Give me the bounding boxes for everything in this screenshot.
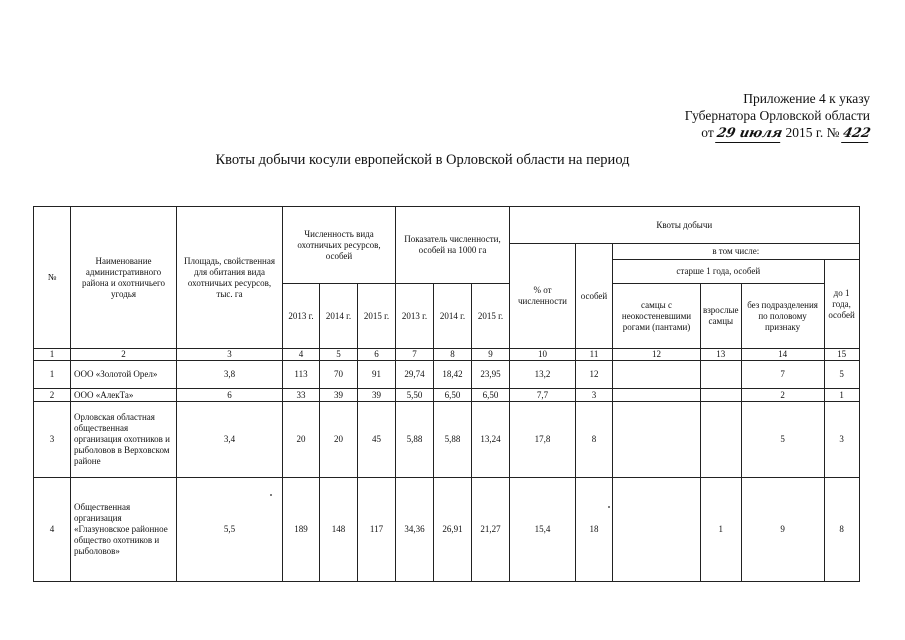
row-density-2013: 5,50 xyxy=(396,389,434,402)
row-no-sex: 2 xyxy=(741,389,824,402)
row-name: Общественная организация «Глазуновское районное общество охотников и рыболовов» xyxy=(71,478,177,582)
header-percent: % от численности xyxy=(510,244,576,349)
header-population: Численность вида охотничьих ресурсов, особей xyxy=(283,207,396,284)
header-year: 2015 г. xyxy=(358,284,396,349)
header-year: 2013 г. xyxy=(283,284,320,349)
row-area: 6 xyxy=(177,389,283,402)
row-count: 3 xyxy=(576,389,613,402)
scan-speck xyxy=(608,506,610,508)
row-density-2013: 34,36 xyxy=(396,478,434,582)
column-number: 4 xyxy=(283,349,320,361)
row-density-2013: 29,74 xyxy=(396,361,434,389)
column-number: 12 xyxy=(613,349,701,361)
row-adult-males: 1 xyxy=(701,478,742,582)
column-number-row xyxy=(34,349,860,361)
row-density-2015: 13,24 xyxy=(472,402,510,478)
column-number: 15 xyxy=(824,349,859,361)
row-males-antlers xyxy=(613,478,701,582)
appendix-line-2: Губернатора Орловской области xyxy=(684,108,870,123)
row-under-1: 5 xyxy=(824,361,859,389)
row-adult-males xyxy=(701,389,742,402)
header-area: Площадь, свойственная для обитания вида охотничьих ресурсов, тыс. га xyxy=(177,207,283,349)
header-no-sex: без подразделения по половому признаку xyxy=(741,284,824,349)
row-pop-2014: 148 xyxy=(320,478,358,582)
column-number: 10 xyxy=(510,349,576,361)
row-pop-2015: 91 xyxy=(358,361,396,389)
row-num: 2 xyxy=(34,389,71,402)
row-num: 1 xyxy=(34,361,71,389)
header-adult-males: взрослые самцы xyxy=(701,284,742,349)
row-pop-2013: 20 xyxy=(283,402,320,478)
row-no-sex: 9 xyxy=(741,478,824,582)
column-number: 13 xyxy=(701,349,742,361)
row-density-2015: 6,50 xyxy=(472,389,510,402)
row-num: 3 xyxy=(34,402,71,478)
date-year: 2015 г. № xyxy=(785,125,840,140)
row-name: ООО «Золотой Орел» xyxy=(71,361,177,389)
row-percent: 7,7 xyxy=(510,389,576,402)
column-number: 6 xyxy=(358,349,396,361)
scan-speck xyxy=(270,494,272,496)
row-pop-2013: 113 xyxy=(283,361,320,389)
header-including: в том числе: xyxy=(613,244,860,260)
header-density: Показатель численности, особей на 1000 га xyxy=(396,207,510,284)
row-num: 4 xyxy=(34,478,71,582)
row-area: 5,5 xyxy=(177,478,283,582)
row-males-antlers xyxy=(613,361,701,389)
row-percent: 15,4 xyxy=(510,478,576,582)
header-count: особей xyxy=(576,244,613,349)
column-number: 14 xyxy=(741,349,824,361)
row-area: 3,8 xyxy=(177,361,283,389)
row-density-2013: 5,88 xyxy=(396,402,434,478)
column-number: 9 xyxy=(472,349,510,361)
row-adult-males xyxy=(701,361,742,389)
row-density-2015: 23,95 xyxy=(472,361,510,389)
row-name: ООО «АлекТа» xyxy=(71,389,177,402)
header-quota: Квоты добычи xyxy=(510,207,860,244)
column-number: 1 xyxy=(34,349,71,361)
date-prefix: от xyxy=(701,125,714,140)
header-num: № xyxy=(34,207,71,349)
row-density-2014: 18,42 xyxy=(434,361,472,389)
row-count: 12 xyxy=(576,361,613,389)
header-older: старше 1 года, особей xyxy=(613,260,825,284)
row-pop-2014: 20 xyxy=(320,402,358,478)
row-pop-2015: 45 xyxy=(358,402,396,478)
row-pop-2015: 117 xyxy=(358,478,396,582)
row-under-1: 3 xyxy=(824,402,859,478)
document-title: Квоты добычи косули европейской в Орловской области на период xyxy=(215,152,630,168)
row-count: 18 xyxy=(576,478,613,582)
row-density-2014: 6,50 xyxy=(434,389,472,402)
table-row xyxy=(34,402,860,478)
appendix-date-line xyxy=(630,124,870,143)
column-number: 5 xyxy=(320,349,358,361)
row-density-2015: 21,27 xyxy=(472,478,510,582)
row-pop-2014: 39 xyxy=(320,389,358,402)
row-name: Орловская областная общественная организация охотников и рыболовов в Верховском районе xyxy=(71,402,177,478)
header-under-1: до 1 года, особей xyxy=(824,260,859,349)
row-count: 8 xyxy=(576,402,613,478)
row-percent: 13,2 xyxy=(510,361,576,389)
row-no-sex: 5 xyxy=(741,402,824,478)
row-pop-2014: 70 xyxy=(320,361,358,389)
table-row xyxy=(34,361,860,389)
row-under-1: 1 xyxy=(824,389,859,402)
appendix-line-1: Приложение 4 к указу xyxy=(743,91,870,106)
column-number: 7 xyxy=(396,349,434,361)
table-row xyxy=(34,478,860,582)
row-density-2014: 26,91 xyxy=(434,478,472,582)
column-number: 3 xyxy=(177,349,283,361)
row-pop-2013: 189 xyxy=(283,478,320,582)
row-pop-2013: 33 xyxy=(283,389,320,402)
handwritten-number: 422 xyxy=(841,126,872,141)
column-number: 8 xyxy=(434,349,472,361)
appendix-block xyxy=(630,90,870,143)
row-percent: 17,8 xyxy=(510,402,576,478)
header-name: Наименование административного района и охотничьего угодья xyxy=(71,207,177,349)
row-males-antlers xyxy=(613,402,701,478)
row-no-sex: 7 xyxy=(741,361,824,389)
column-number: 11 xyxy=(576,349,613,361)
header-males-antlers: самцы с неокостеневшими рогами (пантами) xyxy=(613,284,701,349)
header-year: 2014 г. xyxy=(434,284,472,349)
column-number: 2 xyxy=(71,349,177,361)
row-density-2014: 5,88 xyxy=(434,402,472,478)
table-row xyxy=(34,389,860,402)
header-year: 2014 г. xyxy=(320,284,358,349)
row-pop-2015: 39 xyxy=(358,389,396,402)
header-year: 2013 г. xyxy=(396,284,434,349)
row-area: 3,4 xyxy=(177,402,283,478)
header-year: 2015 г. xyxy=(472,284,510,349)
quota-table xyxy=(33,206,860,582)
row-males-antlers xyxy=(613,389,701,402)
row-under-1: 8 xyxy=(824,478,859,582)
handwritten-date: 29 июля xyxy=(715,126,784,141)
row-adult-males xyxy=(701,402,742,478)
